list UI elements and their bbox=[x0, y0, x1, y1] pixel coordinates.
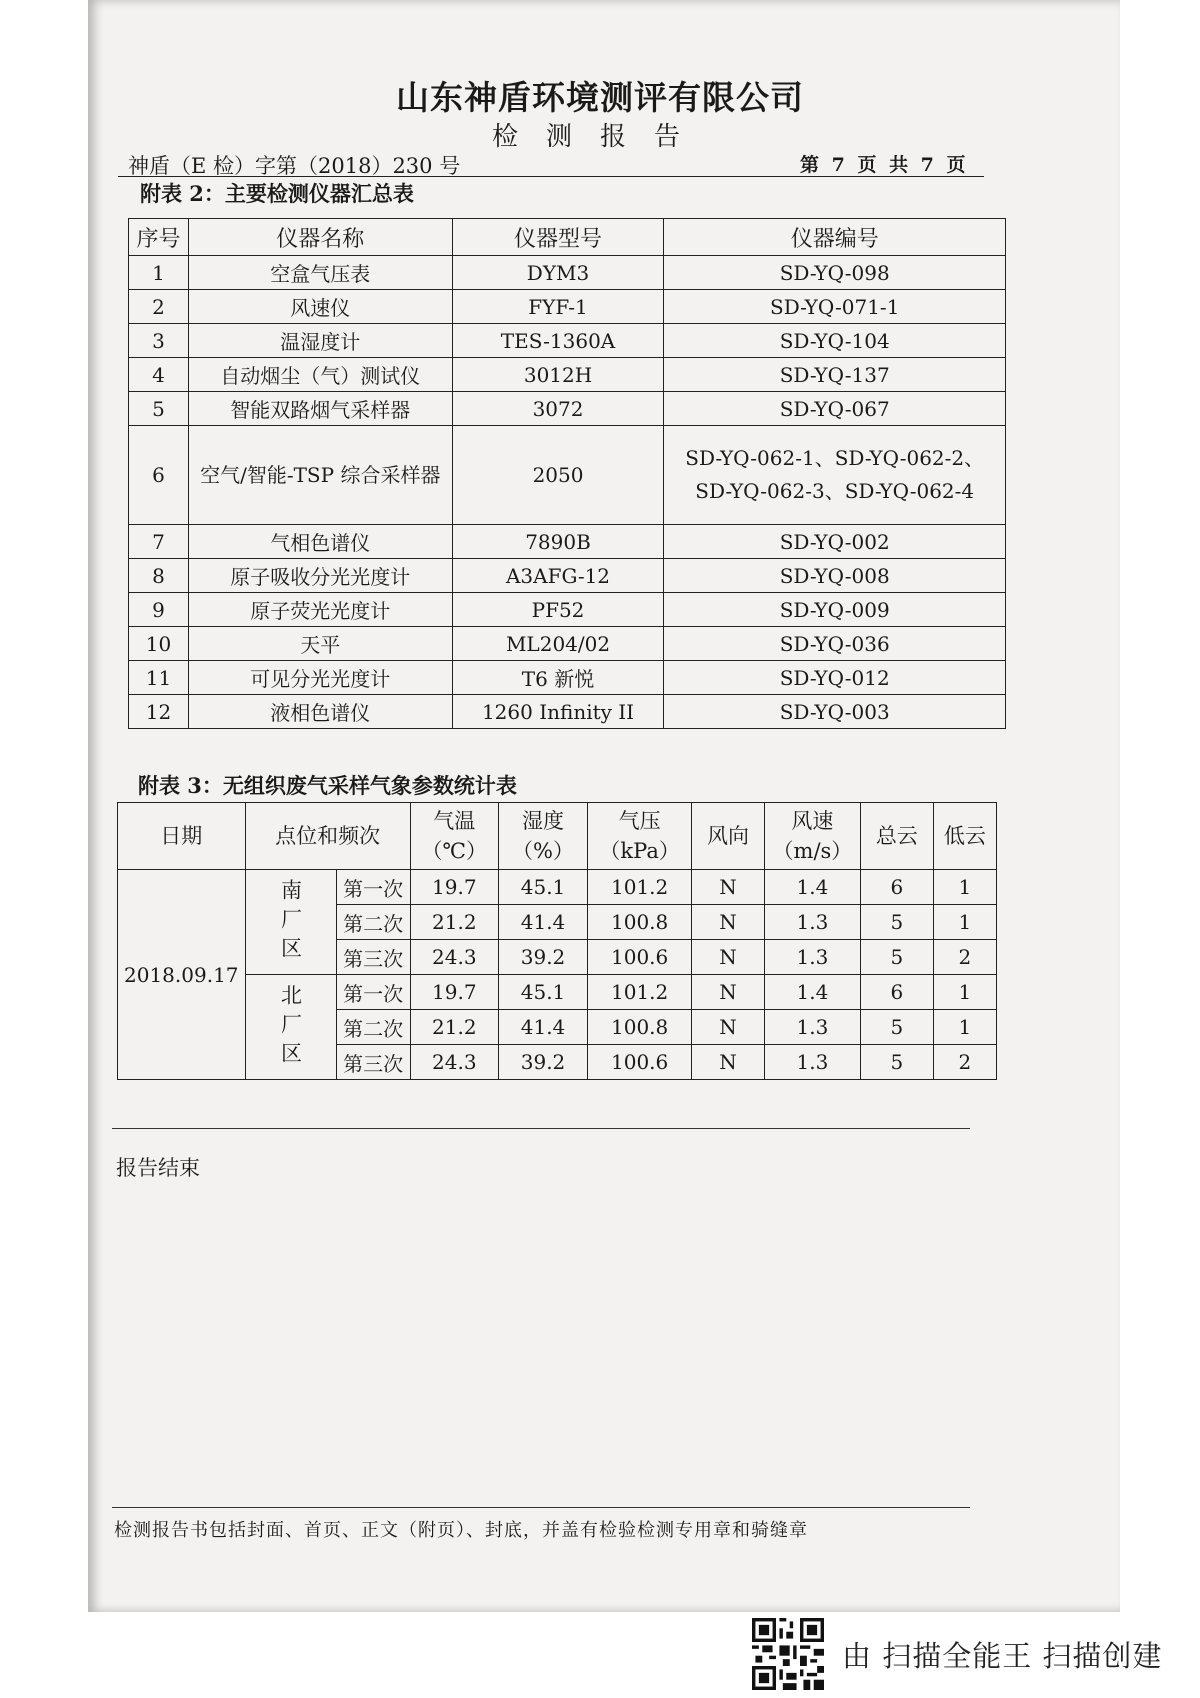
cell-index: 10 bbox=[129, 627, 189, 661]
company-name: 山东神盾环境测评有限公司 bbox=[396, 78, 804, 117]
table-row bbox=[129, 358, 1006, 392]
header-date: 日期 bbox=[118, 803, 246, 870]
table-row bbox=[129, 627, 1006, 661]
header-temperature bbox=[410, 803, 498, 870]
cell-total-cloud: 6 bbox=[860, 870, 933, 905]
cell-wind-dir: N bbox=[692, 975, 765, 1010]
cell-temp: 19.7 bbox=[410, 975, 498, 1010]
cell-name: 温湿度计 bbox=[188, 324, 452, 358]
cell-frequency: 第二次 bbox=[336, 1010, 410, 1045]
table-row bbox=[118, 975, 997, 1010]
cell-model: PF52 bbox=[452, 593, 664, 627]
humidity-label: 湿度 bbox=[522, 809, 565, 833]
cell-humidity: 45.1 bbox=[498, 975, 587, 1010]
cell-id: SD-YQ-009 bbox=[664, 593, 1006, 627]
cell-wind-speed: 1.3 bbox=[764, 940, 860, 975]
table3-caption: 附表 3：无组织废气采样气象参数统计表 bbox=[138, 773, 517, 798]
header-pressure bbox=[588, 803, 692, 870]
cell-wind-speed: 1.4 bbox=[764, 870, 860, 905]
cell-model: 7890B bbox=[452, 525, 664, 559]
cell-wind-speed: 1.3 bbox=[764, 905, 860, 940]
cell-temp: 24.3 bbox=[410, 1045, 498, 1080]
cell-frequency: 第一次 bbox=[336, 975, 410, 1010]
report-end-text: 报告结束 bbox=[116, 1156, 200, 1180]
scanner-watermark: 由 扫描全能王 扫描创建 bbox=[842, 1639, 1163, 1673]
cell-name: 液相色谱仪 bbox=[188, 695, 452, 729]
cell-index: 6 bbox=[129, 426, 189, 525]
cell-wind-dir: N bbox=[692, 870, 765, 905]
instrument-table bbox=[128, 218, 1006, 729]
cell-index: 9 bbox=[129, 593, 189, 627]
cell-model: 2050 bbox=[452, 426, 664, 525]
cell-id: SD-YQ-098 bbox=[664, 256, 1006, 290]
cell-humidity: 45.1 bbox=[498, 870, 587, 905]
cell-model: ML204/02 bbox=[452, 627, 664, 661]
table-row bbox=[129, 426, 1006, 525]
header-wind-direction: 风向 bbox=[692, 803, 765, 870]
cell-id: SD-YQ-071-1 bbox=[664, 290, 1006, 324]
cell-model: A3AFG-12 bbox=[452, 559, 664, 593]
header-wind-speed bbox=[764, 803, 860, 870]
cell-wind-dir: N bbox=[692, 1045, 765, 1080]
header-instrument-name: 仪器名称 bbox=[188, 219, 452, 256]
cell-low-cloud: 2 bbox=[933, 1045, 996, 1080]
cell-temp: 19.7 bbox=[410, 870, 498, 905]
cell-wind-speed: 1.4 bbox=[764, 975, 860, 1010]
header-low-cloud: 低云 bbox=[933, 803, 996, 870]
header-total-cloud: 总云 bbox=[860, 803, 933, 870]
cell-frequency: 第二次 bbox=[336, 905, 410, 940]
cell-id: SD-YQ-012 bbox=[664, 661, 1006, 695]
cell-model: 3012H bbox=[452, 358, 664, 392]
cell-name: 原子吸收分光光度计 bbox=[188, 559, 452, 593]
cell-name: 天平 bbox=[188, 627, 452, 661]
table-row bbox=[129, 695, 1006, 729]
cell-frequency: 第三次 bbox=[336, 1045, 410, 1080]
cell-area-north: 北厂区 bbox=[245, 975, 336, 1080]
pressure-unit: （kPa） bbox=[599, 839, 680, 863]
cell-name: 智能双路烟气采样器 bbox=[188, 392, 452, 426]
header-instrument-id: 仪器编号 bbox=[664, 219, 1006, 256]
cell-index: 5 bbox=[129, 392, 189, 426]
footer-note: 检测报告书包括封面、首页、正文（附页）、封底，并盖有检验检测专用章和骑缝章 bbox=[114, 1520, 808, 1541]
cell-index: 2 bbox=[129, 290, 189, 324]
cell-index: 12 bbox=[129, 695, 189, 729]
wind-speed-unit: （m/s） bbox=[772, 839, 853, 863]
table-row bbox=[129, 661, 1006, 695]
cell-low-cloud: 1 bbox=[933, 905, 996, 940]
cell-index: 11 bbox=[129, 661, 189, 695]
header-instrument-model: 仪器型号 bbox=[452, 219, 664, 256]
cell-temp: 21.2 bbox=[410, 905, 498, 940]
header-divider bbox=[118, 176, 984, 177]
cell-total-cloud: 5 bbox=[860, 1045, 933, 1080]
cell-low-cloud: 1 bbox=[933, 1010, 996, 1045]
document-number: 神盾（E 检）字第（2018）230 号 bbox=[128, 154, 461, 178]
cell-name: 空盒气压表 bbox=[188, 256, 452, 290]
cell-frequency: 第一次 bbox=[336, 870, 410, 905]
cell-name: 自动烟尘（气）测试仪 bbox=[188, 358, 452, 392]
cell-name: 风速仪 bbox=[188, 290, 452, 324]
cell-name: 原子荧光光度计 bbox=[188, 593, 452, 627]
cell-wind-speed: 1.3 bbox=[764, 1045, 860, 1080]
cell-low-cloud: 2 bbox=[933, 940, 996, 975]
table-row bbox=[129, 324, 1006, 358]
cell-id: SD-YQ-062-1、SD-YQ-062-2、SD-YQ-062-3、SD-YQ-062-4 bbox=[664, 426, 1006, 525]
table-row bbox=[129, 392, 1006, 426]
cell-name: 空气/智能-TSP 综合采样器 bbox=[188, 426, 452, 525]
weather-table bbox=[117, 802, 997, 1080]
cell-pressure: 100.8 bbox=[588, 1010, 692, 1045]
cell-temp: 24.3 bbox=[410, 940, 498, 975]
cell-model: DYM3 bbox=[452, 256, 664, 290]
cell-model: FYF-1 bbox=[452, 290, 664, 324]
table-row bbox=[129, 593, 1006, 627]
humidity-unit: （%） bbox=[512, 839, 574, 863]
cell-wind-dir: N bbox=[692, 1010, 765, 1045]
cell-pressure: 101.2 bbox=[588, 870, 692, 905]
cell-humidity: 39.2 bbox=[498, 940, 587, 975]
table-row bbox=[118, 870, 997, 905]
cell-pressure: 100.8 bbox=[588, 905, 692, 940]
pressure-label: 气压 bbox=[618, 809, 661, 833]
cell-index: 7 bbox=[129, 525, 189, 559]
table-row bbox=[129, 256, 1006, 290]
cell-model: T6 新悦 bbox=[452, 661, 664, 695]
report-title: 检测报告 bbox=[491, 122, 708, 152]
cell-total-cloud: 5 bbox=[860, 905, 933, 940]
cell-name: 可见分光光度计 bbox=[188, 661, 452, 695]
cell-humidity: 39.2 bbox=[498, 1045, 587, 1080]
table2-caption: 附表 2：主要检测仪器汇总表 bbox=[140, 181, 414, 206]
table-row bbox=[129, 525, 1006, 559]
qr-code-icon bbox=[752, 1618, 824, 1690]
cell-wind-speed: 1.3 bbox=[764, 1010, 860, 1045]
cell-humidity: 41.4 bbox=[498, 1010, 587, 1045]
table-row bbox=[129, 559, 1006, 593]
cell-pressure: 100.6 bbox=[588, 1045, 692, 1080]
cell-index: 3 bbox=[129, 324, 189, 358]
cell-id: SD-YQ-104 bbox=[664, 324, 1006, 358]
cell-frequency: 第三次 bbox=[336, 940, 410, 975]
cell-total-cloud: 5 bbox=[860, 940, 933, 975]
cell-area-south: 南厂区 bbox=[245, 870, 336, 975]
header-point: 点位和频次 bbox=[245, 803, 410, 870]
cell-wind-dir: N bbox=[692, 940, 765, 975]
weather-table-header bbox=[118, 803, 997, 870]
cell-model: TES-1360A bbox=[452, 324, 664, 358]
end-divider bbox=[112, 1128, 970, 1129]
cell-id: SD-YQ-137 bbox=[664, 358, 1006, 392]
cell-wind-dir: N bbox=[692, 905, 765, 940]
cell-id: SD-YQ-067 bbox=[664, 392, 1006, 426]
cell-humidity: 41.4 bbox=[498, 905, 587, 940]
cell-temp: 21.2 bbox=[410, 1010, 498, 1045]
cell-index: 1 bbox=[129, 256, 189, 290]
cell-id: SD-YQ-008 bbox=[664, 559, 1006, 593]
cell-index: 4 bbox=[129, 358, 189, 392]
cell-date: 2018.09.17 bbox=[118, 870, 246, 1080]
temp-label: 气温 bbox=[433, 809, 476, 833]
footer-divider bbox=[112, 1507, 970, 1508]
instrument-table-header bbox=[129, 219, 1006, 256]
cell-name: 气相色谱仪 bbox=[188, 525, 452, 559]
cell-model: 1260 Infinity II bbox=[452, 695, 664, 729]
page-number: 第 7 页 共 7 页 bbox=[800, 154, 969, 176]
wind-speed-label: 风速 bbox=[791, 809, 834, 833]
cell-id: SD-YQ-003 bbox=[664, 695, 1006, 729]
cell-total-cloud: 6 bbox=[860, 975, 933, 1010]
cell-id: SD-YQ-036 bbox=[664, 627, 1006, 661]
cell-pressure: 101.2 bbox=[588, 975, 692, 1010]
cell-id: SD-YQ-002 bbox=[664, 525, 1006, 559]
cell-index: 8 bbox=[129, 559, 189, 593]
header-humidity bbox=[498, 803, 587, 870]
table-row bbox=[129, 290, 1006, 324]
cell-total-cloud: 5 bbox=[860, 1010, 933, 1045]
header-index: 序号 bbox=[129, 219, 189, 256]
cell-low-cloud: 1 bbox=[933, 975, 996, 1010]
cell-pressure: 100.6 bbox=[588, 940, 692, 975]
cell-model: 3072 bbox=[452, 392, 664, 426]
temp-unit: （℃） bbox=[421, 839, 488, 863]
cell-low-cloud: 1 bbox=[933, 870, 996, 905]
